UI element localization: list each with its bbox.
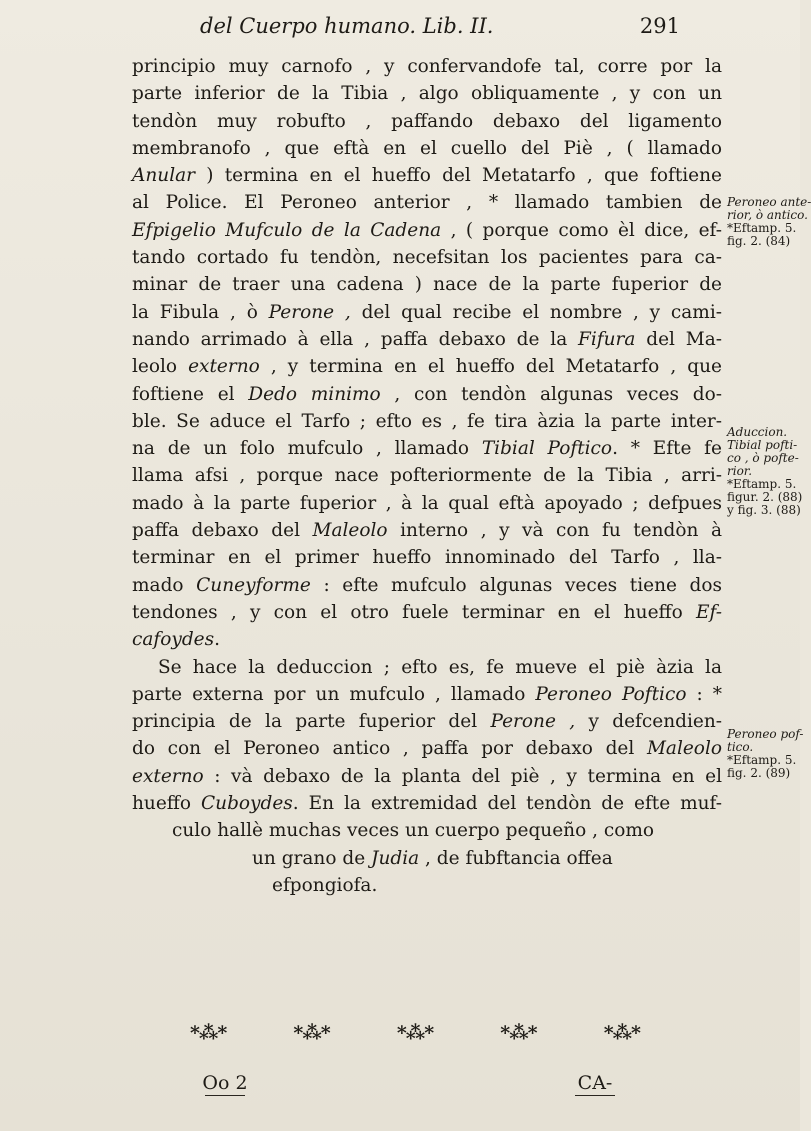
text-line: efpongiofa. bbox=[272, 874, 378, 896]
text-line: un grano de Judia , de fubftancia offea bbox=[252, 847, 613, 869]
text-line: cafoydes. bbox=[132, 629, 221, 651]
text-line: externo : và debaxo de la planta del piè , y termina en el bbox=[132, 765, 722, 787]
text-line: mado Cuneyforme : efte mufculo algunas veces tiene dos bbox=[132, 574, 722, 596]
asterism-ornament: *⁂* bbox=[396, 1022, 434, 1044]
text-line: membranofo , que eftà en el cuello del Piè , ( llamado bbox=[132, 137, 722, 159]
margin-note-line: rior, ò antico. bbox=[727, 208, 808, 222]
text-line: Efpigelio Mufculo de la Cadena , ( porque como èl dice, ef- bbox=[132, 219, 722, 241]
text-line: foftiene el Dedo minimo , con tendòn algunas veces do- bbox=[132, 383, 722, 405]
text-line: leolo externo , y termina en el hueffo del Metatarfo , que bbox=[132, 356, 722, 378]
margin-note-line: Peroneo pof- bbox=[727, 727, 804, 741]
signature-mark: Oo 2 bbox=[160, 1072, 290, 1096]
body-text bbox=[132, 53, 722, 899]
margin-note-line: Aduccion. bbox=[727, 425, 788, 439]
text-line: principia de la parte fuperior del Perone , y defcendien- bbox=[132, 711, 722, 733]
margin-notes bbox=[727, 0, 811, 1131]
text-line: ble. Se aduce el Tarfo ; efto es , fe tira àzia la parte inter- bbox=[132, 410, 722, 432]
text-line: la Fibula , ò Perone , del qual recibe el nombre , y cami- bbox=[132, 301, 723, 323]
text-line: Anular ) termina en el hueffo del Metatarfo , que foftiene bbox=[132, 165, 722, 187]
margin-note-line: Peroneo ante- bbox=[727, 195, 811, 209]
text-line: parte externa por un mufculo , llamado Peroneo Poftico : * bbox=[132, 683, 723, 705]
running-header bbox=[200, 14, 680, 50]
margin-note-line: y fig. 3. (88) bbox=[727, 503, 801, 517]
text-line: na de un folo mufculo , llamado Tibial Poftico. * Efte fe bbox=[132, 438, 722, 460]
margin-note-line: fig. 2. (89) bbox=[727, 766, 791, 780]
text-line: principio muy carnofo , y confervandofe tal, corre por la bbox=[132, 56, 722, 77]
page-footer bbox=[160, 1072, 660, 1102]
margin-note-line: figur. 2. (88) bbox=[727, 490, 803, 504]
running-title: del Cuerpo humano. Lib. II. bbox=[200, 14, 494, 38]
margin-note-line: *Eftamp. 5. bbox=[727, 753, 797, 767]
text-line: hueffo Cuboydes. En la extremidad del tendòn de efte muf- bbox=[132, 793, 722, 815]
page-number: 291 bbox=[639, 14, 680, 38]
text-line: parte inferior de la Tibia , algo obliquamente , y con un bbox=[132, 83, 722, 105]
asterism-ornament: *⁂* bbox=[293, 1022, 330, 1044]
margin-note-peroneo-postico bbox=[727, 727, 804, 780]
margin-note-line: co , ò pofte- bbox=[727, 451, 799, 465]
margin-note-line: Tibial pofti- bbox=[727, 438, 798, 452]
text-line: al Police. El Peroneo anterior , * llamado tambien de bbox=[132, 192, 722, 214]
asterism-ornament: *⁂* bbox=[603, 1022, 640, 1044]
ornament-row bbox=[190, 1022, 640, 1052]
catchword: CA- bbox=[530, 1072, 660, 1096]
margin-note-line: fig. 2. (84) bbox=[727, 234, 791, 248]
text-line: llama afsi , porque nace pofteriormente de la Tibia , arri- bbox=[132, 465, 722, 487]
asterism-ornament: *⁂* bbox=[500, 1022, 537, 1044]
margin-note-tibial-postico bbox=[727, 425, 803, 517]
text-line: culo hallè muchas veces un cuerpo pequeño , como bbox=[172, 820, 655, 842]
text-line: mado à la parte fuperior , à la qual eftà apoyado ; defpues bbox=[132, 492, 722, 514]
margin-note-peroneo-anterior bbox=[727, 195, 811, 248]
margin-note-line: *Eftamp. 5. bbox=[727, 221, 797, 235]
text-line: terminar en el primer hueffo innominado del Tarfo , lla- bbox=[132, 547, 722, 569]
text-line: do con el Peroneo antico , paffa por debaxo del Maleolo bbox=[132, 738, 722, 760]
asterism-ornament: *⁂* bbox=[190, 1022, 227, 1044]
text-line: nando arrimado à ella , paffa debaxo de la Fifura del Ma- bbox=[132, 328, 722, 350]
text-line: paffa debaxo del Maleolo interno , y và con fu tendòn à bbox=[132, 520, 722, 542]
margin-note-line: *Eftamp. 5. bbox=[727, 477, 797, 491]
text-line: tando cortado fu tendòn, necefsitan los pacientes para ca- bbox=[132, 247, 722, 269]
text-line: tendòn muy robufto , paffando debaxo del ligamento bbox=[132, 110, 722, 132]
text-line: Se hace la deduccion ; efto es, fe mueve el piè àzia la bbox=[158, 656, 722, 678]
text-line: tendones , y con el otro fuele terminar en el hueffo Ef- bbox=[132, 601, 722, 623]
margin-note-line: rior. bbox=[727, 464, 753, 478]
margin-note-line: tico. bbox=[727, 740, 754, 754]
text-line: minar de traer una cadena ) nace de la parte fuperior de bbox=[132, 274, 722, 296]
